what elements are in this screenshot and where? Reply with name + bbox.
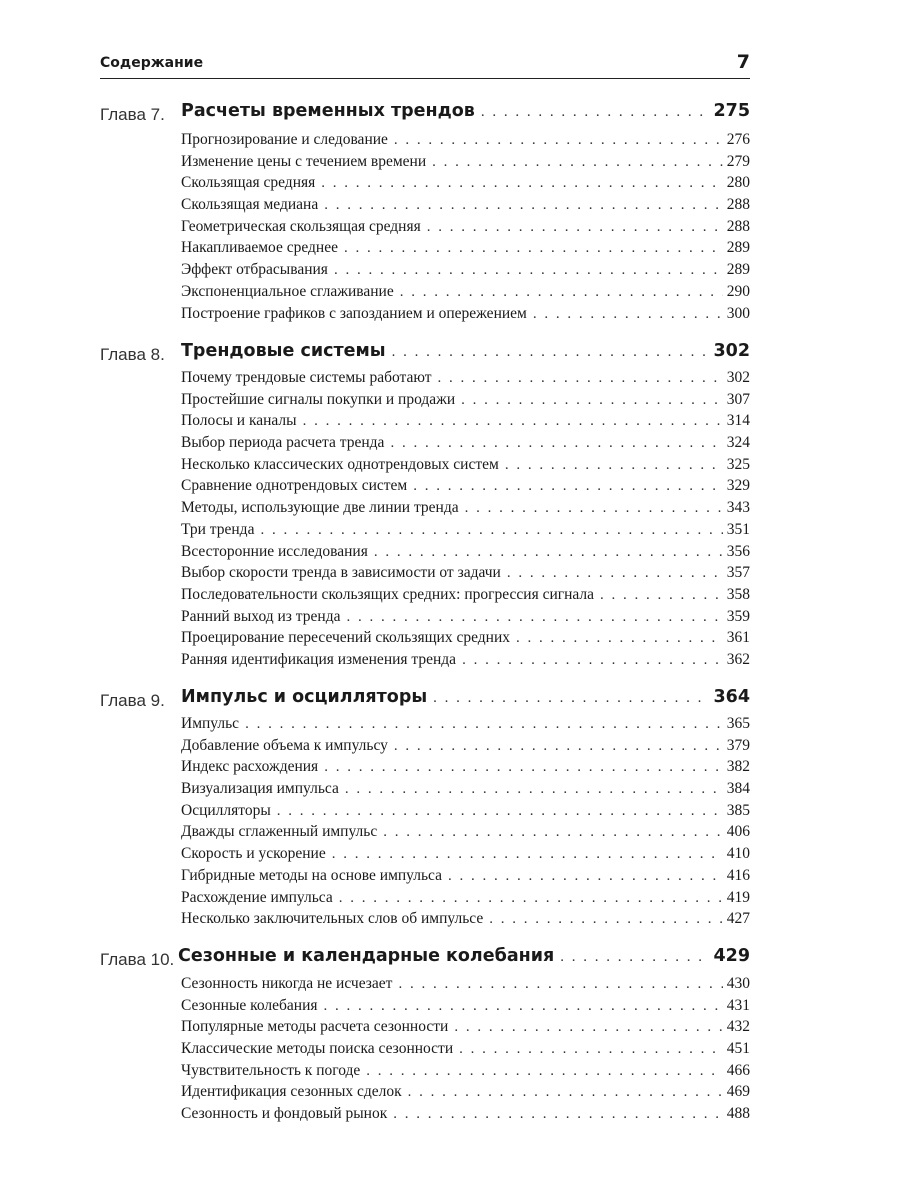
- entry-page: 276: [726, 131, 750, 148]
- toc-entry: [181, 1105, 750, 1127]
- entry-title: Прогнозирование и следование: [181, 131, 388, 148]
- dot-leader: [393, 1106, 723, 1123]
- entry-title: Всесторонние исследования: [181, 542, 368, 560]
- toc-entry: [181, 131, 750, 153]
- entry-page: 416: [726, 866, 750, 884]
- entry-title: Выбор скорости тренда в зависимости от задачи: [181, 564, 501, 582]
- entry-title: Осцилляторы: [181, 801, 271, 819]
- dot-leader: [505, 457, 723, 474]
- entry-title: Полосы и каналы: [181, 412, 297, 430]
- entry-title: Индекс расхождения: [181, 758, 319, 776]
- dot-leader: [560, 949, 709, 966]
- toc-entry: [181, 651, 750, 673]
- entry-title: Почему трендовые системы работают: [181, 369, 432, 386]
- dot-leader: [245, 716, 723, 733]
- entry-page: 356: [726, 542, 750, 560]
- entry-page: 431: [726, 996, 750, 1014]
- entry-title: Сезонность и фондовый рынок: [181, 1105, 388, 1123]
- running-head-title: Содержание: [100, 55, 204, 71]
- entry-page: 379: [726, 736, 750, 754]
- entry-page: 488: [726, 1105, 750, 1123]
- dot-leader: [432, 154, 723, 171]
- entry-title: Несколько классических однотрендовых систем: [181, 455, 499, 473]
- toc-entry: [181, 608, 750, 630]
- chapter-8-entries: [181, 369, 750, 673]
- toc-entry: [181, 823, 750, 845]
- dot-leader: [481, 104, 710, 121]
- entry-page: 324: [726, 434, 750, 452]
- entry-page: 314: [726, 412, 750, 430]
- entry-page: 307: [726, 390, 750, 408]
- toc-entry: [181, 564, 750, 586]
- dot-leader: [408, 1084, 723, 1101]
- dot-leader: [516, 630, 723, 647]
- entry-title: Выбор периода расчета тренда: [181, 434, 385, 452]
- entry-title: Добавление объема к импульсу: [181, 736, 388, 754]
- chapter-title-row: [181, 687, 750, 715]
- dot-leader: [346, 609, 722, 626]
- chapter-label: Глава 8.: [100, 345, 165, 364]
- chapter-page: 302: [713, 341, 750, 361]
- entry-title: Визуализация импульса: [181, 780, 339, 798]
- dot-leader: [448, 868, 723, 885]
- entry-page: 432: [726, 1018, 750, 1036]
- entry-page: 430: [726, 975, 750, 992]
- page-number: 7: [736, 51, 750, 73]
- entry-title: Скользящая медиана: [181, 196, 319, 214]
- entry-title: Классические методы поиска сезонности: [181, 1040, 454, 1058]
- entry-title: Скользящая средняя: [181, 174, 316, 192]
- chapter-10-heading: [100, 946, 750, 974]
- entry-title: Построение графиков с запозданием и опережением: [181, 304, 527, 322]
- entry-page: 325: [726, 455, 750, 473]
- chapter-label: Глава 7.: [100, 105, 165, 124]
- toc-entry: [181, 975, 750, 997]
- dot-leader: [321, 175, 723, 192]
- dot-leader: [339, 890, 723, 907]
- entry-title: Три тренда: [181, 520, 255, 538]
- entry-page: 302: [726, 369, 750, 386]
- dot-leader: [398, 976, 722, 993]
- dot-leader: [462, 652, 723, 669]
- toc-entry: [181, 1018, 750, 1040]
- toc-entry: [181, 434, 750, 456]
- dot-leader: [433, 690, 709, 707]
- toc-entry: [181, 305, 750, 327]
- chapter-9-entries: [181, 715, 750, 932]
- chapter-title: Расчеты временных трендов: [181, 101, 475, 121]
- toc-entry: [181, 456, 750, 478]
- entry-title: Несколько заключительных слов об импульсе: [181, 910, 484, 928]
- toc-entry: [181, 715, 750, 737]
- entry-page: 279: [726, 152, 750, 170]
- dot-leader: [507, 565, 723, 582]
- toc-entry: [181, 910, 750, 932]
- toc-entry: [181, 629, 750, 651]
- dot-leader: [332, 846, 723, 863]
- entry-page: 359: [726, 607, 750, 625]
- entry-page: 469: [726, 1083, 750, 1101]
- entry-page: 289: [726, 239, 750, 257]
- entry-title: Гибридные методы на основе импульса: [181, 866, 442, 884]
- entry-page: 451: [726, 1040, 750, 1058]
- dot-leader: [533, 306, 723, 323]
- toc-entry: [181, 261, 750, 283]
- dot-leader: [600, 587, 723, 604]
- entry-page: 385: [726, 801, 750, 819]
- dot-leader: [390, 435, 722, 452]
- dot-leader: [374, 544, 723, 561]
- chapter-label: Глава 10.: [100, 950, 175, 969]
- entry-title: Экспоненциальное сглаживание: [181, 282, 394, 300]
- chapter-page: 275: [713, 101, 750, 121]
- entry-page: 361: [726, 629, 750, 647]
- dot-leader: [324, 759, 723, 776]
- entry-page: 289: [726, 261, 750, 279]
- dot-leader: [489, 911, 723, 928]
- toc-entry: [181, 218, 750, 240]
- entry-page: 365: [726, 715, 750, 732]
- entry-title: Ранний выход из тренда: [181, 607, 341, 625]
- toc-entry: [181, 758, 750, 780]
- entry-title: Сравнение однотрендовых систем: [181, 477, 408, 495]
- toc-entry: [181, 153, 750, 175]
- dot-leader: [459, 1041, 723, 1058]
- entry-title: Скорость и ускорение: [181, 845, 326, 863]
- chapter-title-row: [181, 341, 750, 369]
- entry-title: Сезонность никогда не исчезает: [181, 975, 393, 992]
- dot-leader: [454, 1019, 722, 1036]
- toc-entry: [181, 1083, 750, 1105]
- dot-leader: [324, 197, 723, 214]
- toc-entry: [181, 477, 750, 499]
- dot-leader: [345, 781, 723, 798]
- toc-entry: [181, 867, 750, 889]
- toc-entry: [181, 283, 750, 305]
- toc-entry: [181, 780, 750, 802]
- chapter-page: 364: [713, 687, 750, 707]
- chapter-8-heading: [100, 341, 750, 369]
- entry-page: 382: [726, 758, 750, 776]
- toc-entry: [181, 845, 750, 867]
- entry-title: Идентификация сезонных сделок: [181, 1083, 402, 1101]
- chapter-title: Импульс и осцилляторы: [181, 687, 428, 707]
- entry-title: Последовательности скользящих средних: прогрессия сигнала: [181, 585, 595, 603]
- entry-title: Изменение цены с течением времени: [181, 152, 427, 170]
- dot-leader: [465, 500, 723, 517]
- dot-leader: [394, 132, 723, 149]
- entry-page: 406: [726, 823, 750, 841]
- entry-title: Простейшие сигналы покупки и продажи: [181, 390, 456, 408]
- entry-title: Эффект отбрасывания: [181, 261, 328, 279]
- dot-leader: [394, 738, 723, 755]
- chapter-title: Сезонные и календарные колебания: [178, 946, 555, 966]
- toc-entry: [181, 391, 750, 413]
- dot-leader: [438, 370, 723, 387]
- toc-entry: [181, 239, 750, 261]
- entry-page: 427: [726, 910, 750, 928]
- dot-leader: [303, 413, 723, 430]
- toc-entry: [181, 802, 750, 824]
- entry-page: 290: [726, 282, 750, 300]
- entry-title: Чувствительность к погоде: [181, 1061, 361, 1079]
- toc-entry: [181, 889, 750, 911]
- chapter-page: 429: [713, 946, 750, 966]
- chapter-title-row: [178, 946, 750, 974]
- dot-leader: [392, 344, 710, 361]
- toc-entry: [181, 521, 750, 543]
- entry-page: 362: [726, 650, 750, 668]
- entry-page: 288: [726, 217, 750, 235]
- entry-title: Проецирование пересечений скользящих средних: [181, 629, 510, 647]
- dot-leader: [366, 1063, 722, 1080]
- toc-entry: [181, 196, 750, 218]
- entry-title: Накапливаемое среднее: [181, 239, 338, 257]
- dot-leader: [427, 219, 723, 236]
- dot-leader: [324, 998, 723, 1015]
- chapter-9-heading: [100, 687, 750, 715]
- toc-entry: [181, 1040, 750, 1062]
- dot-leader: [277, 803, 723, 820]
- dot-leader: [461, 392, 723, 409]
- chapter-title: Трендовые системы: [181, 341, 386, 361]
- dot-leader: [260, 522, 722, 539]
- entry-page: 466: [726, 1061, 750, 1079]
- entry-page: 288: [726, 196, 750, 214]
- chapter-10-entries: [181, 975, 750, 1127]
- entry-title: Геометрическая скользящая средняя: [181, 217, 421, 235]
- entry-title: Ранняя идентификация изменения тренда: [181, 650, 457, 668]
- entry-page: 280: [726, 174, 750, 192]
- toc-entry: [181, 499, 750, 521]
- entry-title: Дважды сглаженный импульс: [181, 823, 378, 841]
- toc-entry: [181, 412, 750, 434]
- entry-title: Импульс: [181, 715, 240, 732]
- toc-entry: [181, 737, 750, 759]
- entry-page: 419: [726, 888, 750, 906]
- entry-page: 351: [726, 520, 750, 538]
- toc-entry: [181, 369, 750, 391]
- entry-page: 357: [726, 564, 750, 582]
- toc-entry: [181, 174, 750, 196]
- toc-entry: [181, 543, 750, 565]
- dot-leader: [383, 824, 723, 841]
- entry-page: 300: [726, 304, 750, 322]
- chapter-7-heading: [100, 101, 750, 129]
- toc-entry: [181, 1062, 750, 1084]
- dot-leader: [334, 262, 723, 279]
- entry-page: 343: [726, 499, 750, 517]
- entry-title: Расхождение импульса: [181, 888, 333, 906]
- dot-leader: [344, 240, 723, 257]
- page-header: [100, 52, 750, 79]
- entry-title: Методы, использующие две линии тренда: [181, 499, 459, 517]
- entry-page: 358: [726, 585, 750, 603]
- toc-entry: [181, 586, 750, 608]
- chapter-label: Глава 9.: [100, 691, 165, 710]
- entry-title: Популярные методы расчета сезонности: [181, 1018, 449, 1036]
- dot-leader: [413, 478, 723, 495]
- chapter-7-entries: [181, 131, 750, 326]
- dot-leader: [400, 284, 723, 301]
- entry-title: Сезонные колебания: [181, 996, 318, 1014]
- entry-page: 329: [726, 477, 750, 495]
- toc-entry: [181, 997, 750, 1019]
- entry-page: 410: [726, 845, 750, 863]
- entry-page: 384: [726, 780, 750, 798]
- chapter-title-row: [181, 101, 750, 129]
